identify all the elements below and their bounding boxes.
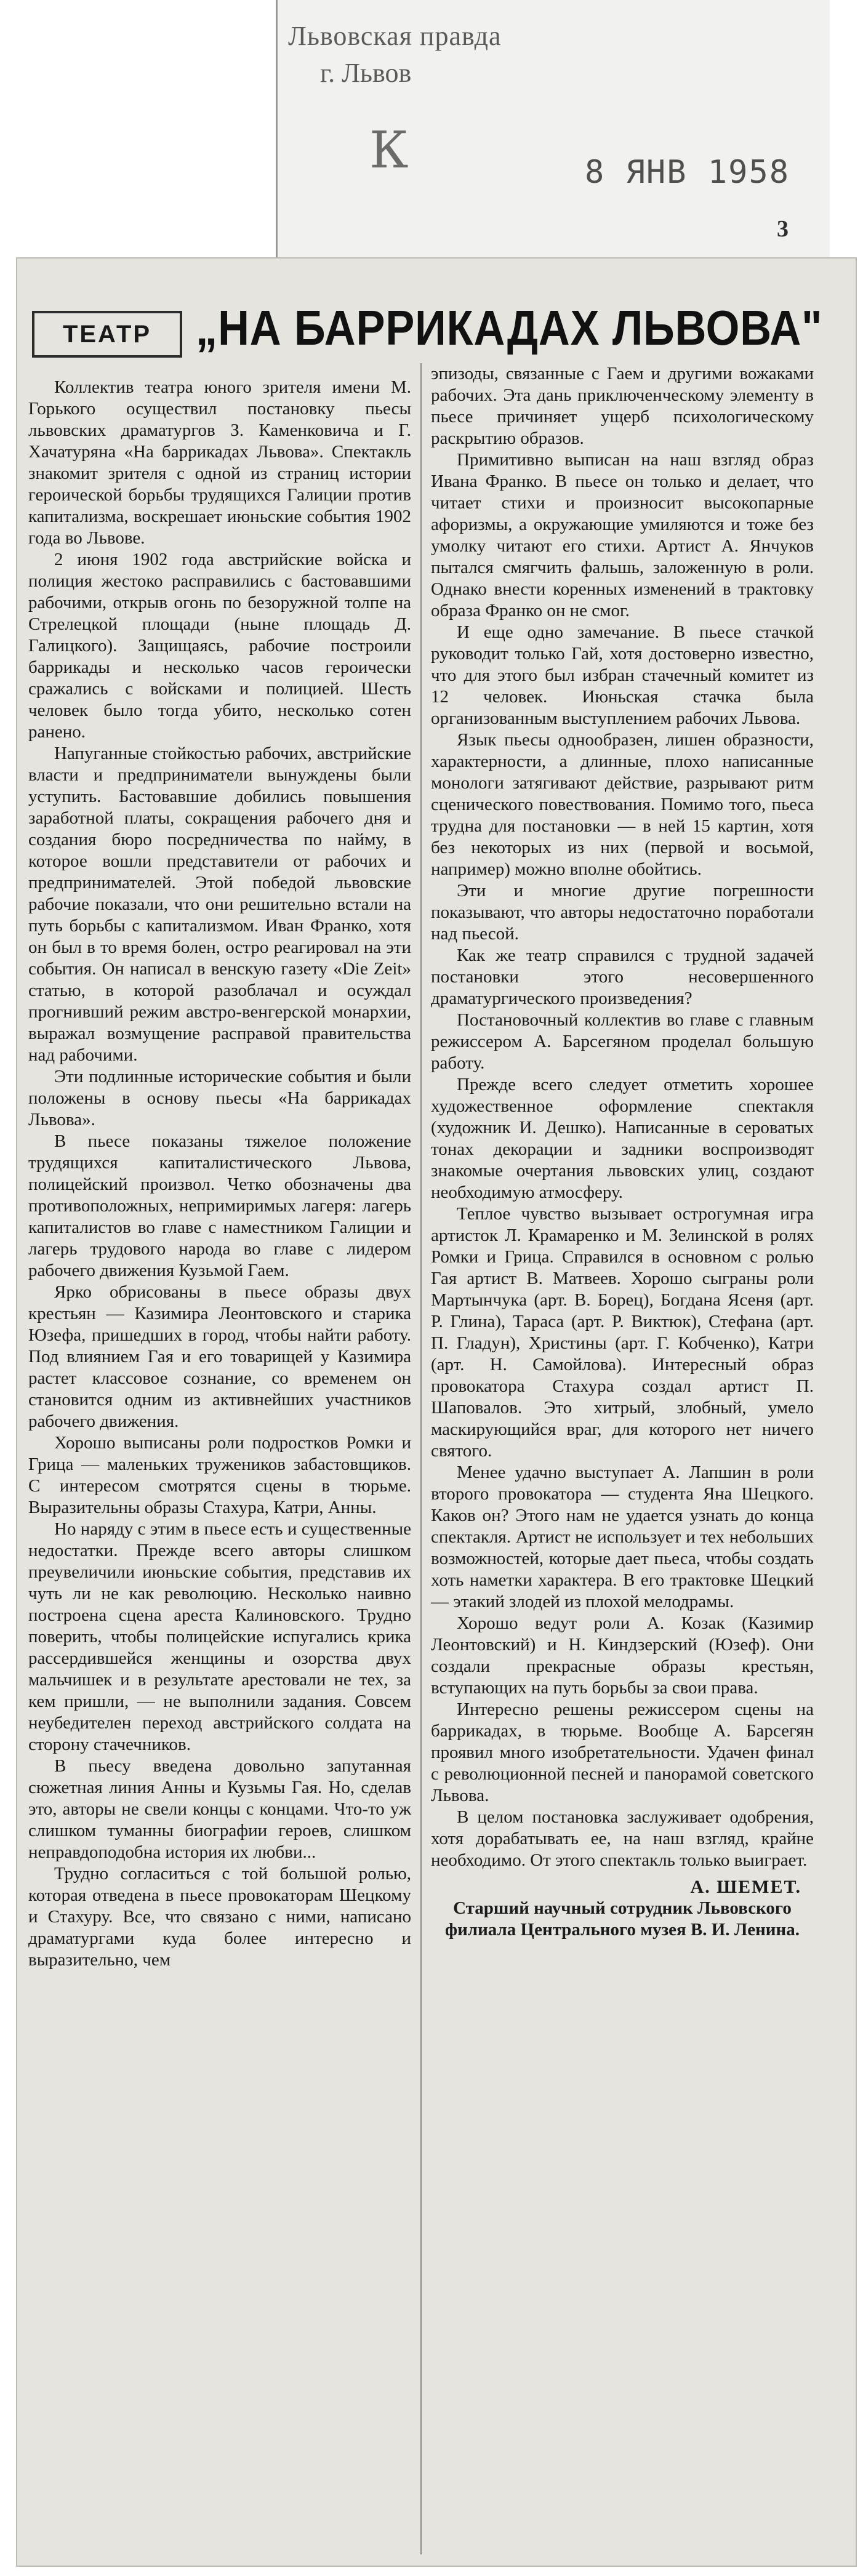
- paragraph: В пьесу введена довольно запутанная сюжетная линия Анны и Кузьмы Гая. Но, сделав это, авторы не свели концы с концами. Что-то уж слишком туманны биографии героев, слишком неправдоподобна история их любви...: [28, 1756, 411, 1862]
- newspaper-name: Львовская правда: [288, 21, 502, 51]
- paragraph: 2 июня 1902 года австрийские войска и полиция жестоко расправились с бастовавшими рабочими, открыв огонь по безоружной толпе на Стрелецкой площади (ныне площадь Д. Галицкого). Защищаясь, рабочие построили баррикады и несколько часов героически сражались с войсками и полицией. Шесть человек было тогда убито, несколько сотен ранено.: [28, 550, 411, 742]
- paragraph: Трудно согласиться с той большой ролью, которая отведена в пьесе провокаторам Шецкому и Стахуру. Все, что связано с ними, написано драматургами куда более интересно и выразительно, чем: [28, 1864, 411, 1970]
- date-stamp: 8 ЯНВ 1958: [585, 154, 790, 191]
- paragraph: Эти и многие другие погрешности показывают, что авторы недостаточно поработали над пьесой.: [431, 881, 814, 944]
- paragraph: Коллектив театра юного зрителя имени М. Горького осуществил постановку пьесы львовских драматургов З. Каменковича и Г. Хачатуряна «На баррикадах Львова». Спектакль знакомит зрителя с одной из страниц истории героической борьбы трудящихся Галиции против капитализма, воскрешает июньские события 1902 года во Львове.: [28, 377, 411, 548]
- paragraph: Постановочный коллектив во главе с главным режиссером А. Барсегяном проделал большую работу.: [431, 1010, 814, 1073]
- paragraph: Теплое чувство вызывает острогумная игра артисток Л. Крамаренко и М. Зелинской в ролях Ромки и Грица. Справился в основном с ролью Гая артист В. Матвеев. Хорошо сыграны роли Мартынчука (арт. В. Борец), Богдана Ясеня (арт. Р. Глина), Тараса (арт. Р. Виктюк), Стефана (арт. П. Гладун), Христины (арт. Г. Кобченко), Катри (арт. Н. Самойлова). Интересный образ провокатора Стахура создал артист П. Шаповалов. Это хитрый, злобный, умело маскирующийся враг, для которого нет ничего святого.: [431, 1204, 814, 1461]
- paragraph: Ярко обрисованы в пьесе образы двух крестьян — Казимира Леонтовского и старика Юзефа, пришедших в город, чтобы найти работу. Под влиянием Гая и его товарищей у Казимира растет классовое сознание, со временем он становится одним из активнейших участников рабочего движения.: [28, 1282, 411, 1431]
- paragraph: Менее удачно выступает А. Лапшин в роли второго провокатора — студента Яна Шецкого. Каков он? Этого нам не удается узнать до конца спектакля. Артист не использует и тех небольших возможностей, которые дает пьеса, чтобы создать хоть наметки характера. В его трактовке Шецкий — этакий злодей из плохой мелодрамы.: [431, 1463, 814, 1611]
- paragraph: Эти подлинные исторические события и были положены в основу пьесы «На баррикадах Львова».: [28, 1067, 411, 1130]
- paragraph: Примитивно выписан на наш взгляд образ Ивана Франко. В пьесе он только и делает, что читает стихи и произносит высокопарные афоризмы, а окружающие умиляются и тоже без умолку читают его стихи. Артист А. Янчуков пытался смягчить фальшь, заложенную в роли. Однако внести коренных изменений в трактовку образа Франко он не смог.: [431, 450, 814, 620]
- paragraph: И еще одно замечание. В пьесе стачкой руководит только Гай, хотя достоверно известно, что для этого был избран стачечный комитет из 12 человек. Июньская стачка была организованным выступлением рабочих Львова.: [431, 622, 814, 728]
- article-headline: „НА БАРРИКАДАХ ЛЬВОВА": [196, 300, 823, 355]
- newspaper-city: г. Львов: [320, 58, 412, 88]
- rubric-box: ТЕАТР: [32, 311, 182, 358]
- article-column-right: [431, 363, 814, 1941]
- handwritten-mark: К: [369, 121, 409, 180]
- paragraph: В целом постановка заслуживает одобрения, хотя дорабатывать ее, на наш взгляд, крайне необходимо. От этого спектакль только выиграет.: [431, 1807, 814, 1870]
- paragraph: Прежде всего следует отметить хорошее художественное оформление спектакля (художник И. Дешко). Написанные в сероватых тонах декорации и задники воспроизводят знакомые очертания львовских улиц, создают необходимую атмосферу.: [431, 1075, 814, 1202]
- paragraph: В пьесе показаны тяжелое положение трудящихся капиталистического Львова, полицейский произвол. Четко обозначены два противоположных, непримиримых лагеря: лагерь капиталистов во главе с наместником Галиции и лагерь трудового народа во главе с лидером рабочего движения Кузьмой Гаем.: [28, 1131, 411, 1280]
- paragraph: Но наряду с этим в пьесе есть и существенные недостатки. Прежде всего авторы слишком преувеличили июньские события, представив их чуть ли не как революцию. Несколько наивно построена сцена ареста Калиновского. Трудно поверить, чтобы полицейские испугались крика рассердившейся женщины и озорства двух мальчишек и в результате арестовали не тех, за кем пришли, — не выполнили задания. Совсем неубедителен переход австрийского солдата на сторону стачечников.: [28, 1519, 411, 1754]
- author-signature: А. ШЕМЕТ.: [690, 1877, 801, 1897]
- paragraph: Напуганные стойкостью рабочих, австрийские власти и предприниматели вынуждены были уступить. Бастовавшие добились повышения заработной платы, сокращения рабочего дня и создания бюро посредничества по найму, в которое вошли представители от рабочих и предпринимателей. Этой победой львовские рабочие показали, что они решительно встали на путь борьбы с капитализмом. Иван Франко, хотя он был в то время болен, остро реагировал на эти события. Он написал в венскую газету «Die Zeit» статью, в которой разоблачал и осуждал прогнивший режим австро-венгерской монархии, выражал возмущение расправой правительства над рабочими.: [28, 744, 411, 1065]
- column-divider: [420, 363, 422, 2554]
- paragraph: Интересно решены режиссером сцены на баррикадах, в тюрьме. Вообще А. Барсегян проявил много изобретательности. Удачен финал с революционной песней и панорамой советского Львова.: [431, 1699, 814, 1805]
- paragraph: эпизоды, связанные с Гаем и другими вожаками рабочих. Эта дань приключенческому элементу в пьесе причиняет ущерб психологическому раскрытию образов.: [431, 364, 814, 448]
- paragraph: Хорошо выписаны роли подростков Ромки и Грица — маленьких тружеников забастовщиков. С интересом смотрятся сцены в тюрьме. Выразительны образы Стахура, Катри, Анны.: [28, 1433, 411, 1517]
- article-column-left: [28, 377, 411, 1971]
- paragraph: Язык пьесы однообразен, лишен образности, характерности, а длинные, плохо написанные монологи затягивают действие, разрывают ритм сценического повествования. Помимо того, пьеса трудна для постановки — в ней 15 картин, хотя без некоторых из них (первой и восьмой, например) можно вполне обойтись.: [431, 730, 814, 879]
- paragraph: Хорошо ведут роли А. Козак (Казимир Леонтовский) и Н. Киндзерский (Юзеф). Они создали прекрасные образы крестьян, вступающих на путь борьбы за свои права.: [431, 1613, 814, 1698]
- author-position: Старший научный сотрудник Львовского филиала Центрального музея В. И. Ленина.: [445, 1898, 800, 1940]
- paragraph: Как же театр справился с трудной задачей постановки этого несовершенного драматургического произведения?: [431, 945, 814, 1008]
- page-number: 3: [777, 216, 789, 242]
